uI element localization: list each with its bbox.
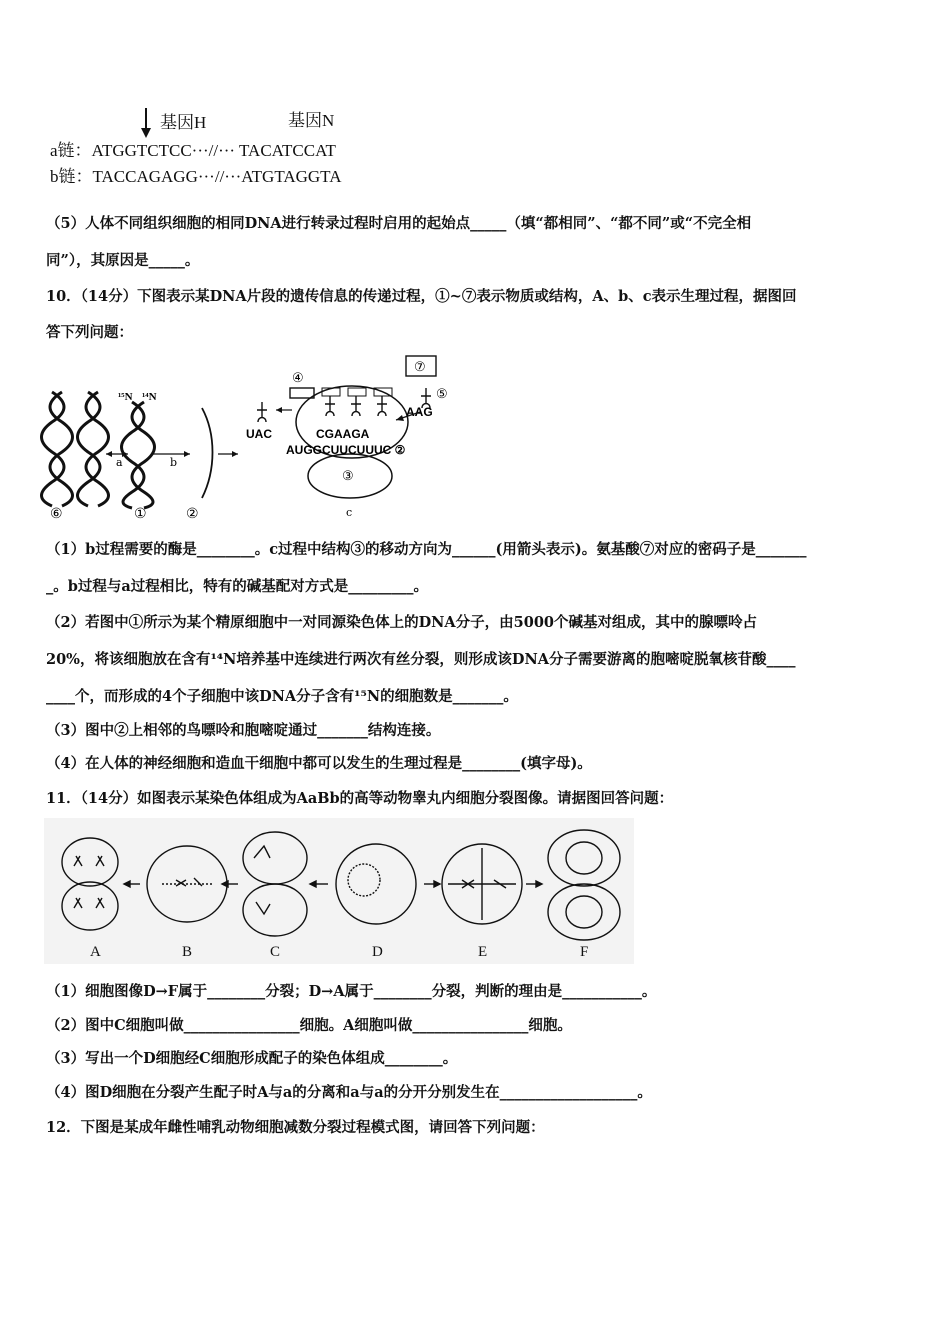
cell-label-c: C bbox=[270, 944, 281, 960]
cell-c bbox=[243, 832, 307, 936]
label-2: ② bbox=[186, 506, 199, 520]
mrna-sequence: AUGGCUUCUUUC ② bbox=[286, 443, 406, 457]
q10-p2-line3: ____个，而形成的4个子细胞中该DNA分子含有¹⁵N的细胞数是_______。 bbox=[46, 688, 518, 705]
label-3: ③ bbox=[342, 469, 354, 484]
q10-intro-line2: 答下列问题： bbox=[46, 324, 133, 341]
label-7: ⑦ bbox=[414, 360, 426, 375]
gene-h-label: 基因H bbox=[160, 113, 207, 132]
cgaaga-anticodons: CGAAGA bbox=[316, 427, 370, 441]
q10-p3: （3）图中②上相邻的鸟嘌呤和胞嘧啶通过_______结构连接。 bbox=[46, 722, 441, 739]
q11-intro: 11．（14分）如图表示某染色体组成为AaBb的高等动物睾丸内细胞分裂图像。请据图回答问题： bbox=[46, 790, 674, 807]
label-1: ① bbox=[134, 506, 147, 520]
gene-strand-figure bbox=[48, 100, 388, 190]
uac-anticodon: UAC bbox=[246, 427, 272, 441]
cell-e bbox=[442, 844, 522, 924]
gene-expression-figure bbox=[40, 350, 460, 520]
cell-label-e: E bbox=[478, 944, 488, 960]
cell-f bbox=[548, 830, 620, 940]
q11-p2: （2）图中C细胞叫做________________细胞。A细胞叫做________________细胞。 bbox=[46, 1017, 572, 1034]
cell-a bbox=[62, 838, 118, 930]
process-a-label: a bbox=[116, 456, 123, 469]
q10-p2-line2: 20%，将该细胞放在含有¹⁴N培养基中连续进行两次有丝分裂，则形成该DNA分子需要游离的胞嘧啶脱氧核苷酸____ bbox=[46, 651, 796, 668]
cell-b bbox=[147, 846, 227, 922]
cell-division-figure bbox=[44, 818, 634, 964]
q9-5-line2: 同”），其原因是_____。 bbox=[46, 252, 200, 269]
label-5: ⑤ bbox=[436, 387, 448, 402]
q11-p3: （3）写出一个D细胞经C细胞形成配子的染色体组成________。 bbox=[46, 1050, 458, 1067]
cell-d bbox=[336, 844, 416, 924]
q11-p1: （1）细胞图像D→F属于________分裂；D→A属于________分裂，判断的理由是___________。 bbox=[46, 983, 657, 1000]
q10-p1-line1: （1）b过程需要的酶是________。c过程中结构③的移动方向为______(用箭头表示)。氨基酸⑦对应的密码子是_______ bbox=[46, 541, 807, 558]
q9-5-line1: （5）人体不同组织细胞的相同DNA进行转录过程时启用的起始点_____（填“都相同”、“都不同”或“不完全相 bbox=[46, 215, 752, 232]
n15-label: ¹⁵N bbox=[118, 391, 133, 403]
q11-p4: （4）图D细胞在分裂产生配子时A与a的分离和a与a的分开分别发生在___________________。 bbox=[46, 1084, 652, 1101]
process-c-label: c bbox=[346, 506, 353, 519]
q10-intro-line1: 10．（14分）下图表示某DNA片段的遗传信息的传递过程，①~⑦表示物质或结构，A、b、c表示生理过程，据图回 bbox=[46, 288, 797, 305]
cell-label-b: B bbox=[182, 944, 193, 960]
dna-helix-6 bbox=[42, 392, 109, 506]
strand-a: a链：ATGGTCTCC···//··· TACATCCAT bbox=[50, 141, 336, 160]
dna-helix-1 bbox=[122, 402, 155, 508]
strand-b: b链：TACCAGAGG···//···ATGTAGGTA bbox=[50, 167, 342, 186]
n14-label: ¹⁴N bbox=[142, 391, 157, 403]
aag-anticodon: AAG bbox=[406, 405, 433, 419]
q10-p2-line1: （2）若图中①所示为某个精原细胞中一对同源染色体上的DNA分子，由5000个碱基对组成，其中的腺嘌呤占 bbox=[46, 614, 758, 631]
label-4: ④ bbox=[292, 371, 304, 386]
process-b-label: b bbox=[170, 456, 178, 469]
q12-intro: 12．下图是某成年雌性哺乳动物细胞减数分裂过程模式图，请回答下列问题： bbox=[46, 1119, 545, 1136]
label-6: ⑥ bbox=[50, 506, 63, 520]
cell-division-diagram bbox=[44, 818, 634, 944]
cell-label-d: D bbox=[372, 944, 383, 960]
structure-4-box bbox=[290, 388, 314, 398]
gene-n-label: 基因N bbox=[288, 111, 335, 130]
cell-label-f: F bbox=[580, 944, 589, 960]
q10-p1-line2: _。b过程与a过程相比，特有的碱基配对方式是_________。 bbox=[46, 578, 429, 595]
cell-label-a: A bbox=[90, 944, 101, 960]
q10-p4: （4）在人体的神经细胞和造血干细胞中都可以发生的生理过程是________(填字母)。 bbox=[46, 755, 592, 772]
gene-expression-diagram bbox=[40, 350, 460, 520]
mrna-strand-2 bbox=[202, 408, 213, 498]
